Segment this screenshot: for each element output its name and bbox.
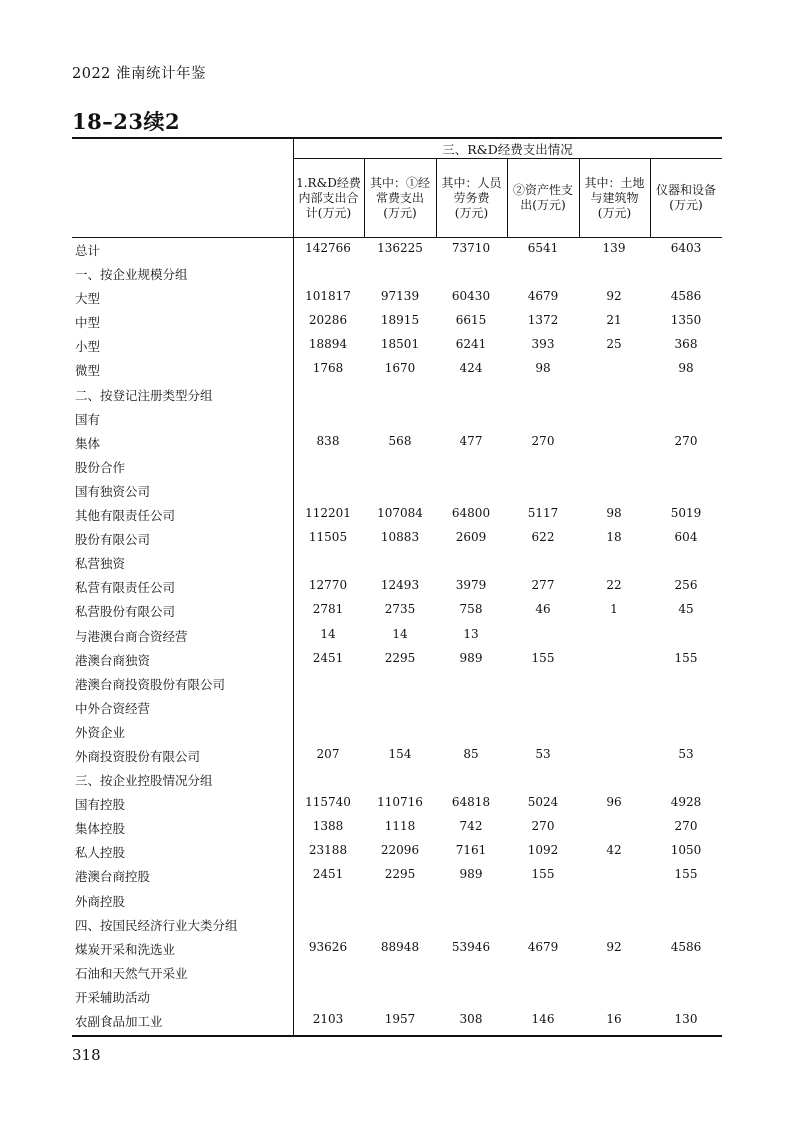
- cell-value: 2451: [312, 650, 344, 665]
- cell-value: 18501: [380, 337, 420, 352]
- group-header: 三、R&D经费支出情况: [442, 141, 573, 157]
- cell-value: 2735: [384, 602, 416, 617]
- table-row: [72, 840, 722, 864]
- cell-value: 758: [459, 602, 483, 617]
- cell-value: 12493: [380, 578, 420, 593]
- cell-value: 98: [535, 361, 551, 376]
- cell-value: 107084: [377, 506, 423, 521]
- cell-value: 838: [316, 433, 340, 448]
- table-body: [72, 238, 722, 1033]
- row-label: 农副食品加工业: [75, 1014, 163, 1029]
- cell-value: 1350: [670, 313, 702, 328]
- table-row: [72, 744, 722, 768]
- cell-value: 308: [459, 1012, 483, 1026]
- row-label: 二、按登记注册类型分组: [75, 387, 213, 403]
- cell-value: 53946: [451, 939, 491, 954]
- cell-value: 1118: [384, 819, 416, 834]
- cell-value: 5024: [527, 795, 559, 810]
- cell-value: 23188: [308, 843, 348, 858]
- cell-value: 989: [459, 650, 483, 665]
- row-label: 私营股份有限公司: [75, 604, 176, 620]
- table-row: [72, 455, 722, 479]
- cell-value: 368: [674, 337, 698, 352]
- cell-value: 130: [674, 1012, 698, 1026]
- cell-value: 46: [535, 602, 551, 617]
- cell-value: 277: [531, 578, 555, 593]
- cell-value: 18: [606, 530, 622, 545]
- column-header: 其中：①经 常费支出 (万元): [369, 175, 430, 220]
- row-label: 四、按国民经济行业大类分组: [75, 917, 238, 933]
- cell-value: 270: [531, 819, 555, 834]
- row-label: 微型: [75, 363, 101, 379]
- cell-value: 270: [674, 819, 698, 834]
- cell-value: 2781: [312, 602, 344, 617]
- cell-value: 1092: [527, 843, 559, 858]
- row-label: 小型: [75, 339, 101, 355]
- table-row: [72, 985, 722, 1009]
- table-row: [72, 672, 722, 696]
- column-header: 其中：人员 劳务费 (万元): [441, 175, 502, 220]
- row-label: 其他有限责任公司: [75, 508, 176, 524]
- cell-value: 12770: [308, 578, 348, 593]
- row-label: 大型: [75, 291, 101, 307]
- cell-value: 1050: [670, 843, 702, 858]
- cell-value: 25: [606, 337, 622, 352]
- row-label: 三、按企业控股情况分组: [75, 773, 213, 789]
- cell-value: 98: [678, 361, 694, 376]
- table-row: [72, 889, 722, 913]
- cell-value: 155: [674, 650, 698, 665]
- cell-value: 16: [606, 1012, 622, 1026]
- cell-value: 60430: [451, 289, 491, 304]
- cell-value: 18915: [380, 313, 420, 328]
- row-label: 开采辅助活动: [75, 989, 151, 1005]
- cell-value: 22096: [380, 843, 420, 858]
- cell-value: 2609: [455, 530, 487, 545]
- row-label: 港澳台商独资: [75, 652, 151, 668]
- table-row: [72, 575, 722, 599]
- row-label: 与港澳台商合资经营: [75, 628, 188, 644]
- table-row: [72, 720, 722, 744]
- row-label: 国有独资公司: [75, 483, 151, 499]
- cell-value: 4586: [670, 939, 702, 954]
- cell-value: 4679: [527, 289, 559, 304]
- cell-value: 4586: [670, 289, 702, 304]
- cell-value: 146: [531, 1012, 555, 1026]
- cell-value: 1372: [527, 313, 559, 328]
- cell-value: 142766: [305, 241, 351, 255]
- row-label: 一、按企业规模分组: [75, 267, 188, 283]
- row-label: 私营有限责任公司: [75, 580, 176, 596]
- row-label: 国有控股: [75, 797, 126, 813]
- table-row: [72, 310, 722, 334]
- cell-value: 112201: [305, 506, 351, 521]
- cell-value: 270: [674, 433, 698, 448]
- cell-value: 3979: [455, 578, 487, 593]
- cell-value: 11505: [308, 530, 348, 545]
- cell-value: 64800: [451, 506, 491, 521]
- row-label: 外商投资股份有限公司: [75, 748, 201, 764]
- column-header: 仪器和设备 (万元): [655, 183, 716, 212]
- table-row: [72, 937, 722, 961]
- cell-value: 136225: [377, 241, 423, 255]
- table-row: [72, 358, 722, 382]
- cell-value: 1957: [384, 1012, 416, 1026]
- cell-value: 1670: [384, 361, 416, 376]
- cell-value: 155: [674, 867, 698, 882]
- table-row: [72, 696, 722, 720]
- cell-value: 155: [531, 867, 555, 882]
- table-row: [72, 238, 722, 262]
- table-row: [72, 503, 722, 527]
- page-number: 318: [72, 1046, 101, 1064]
- row-label: 煤炭开采和洗选业: [75, 941, 176, 957]
- cell-value: 256: [674, 578, 698, 593]
- cell-value: 13: [463, 626, 479, 641]
- cell-value: 101817: [305, 289, 351, 304]
- row-label: 股份有限公司: [75, 532, 151, 548]
- cell-value: 85: [463, 746, 479, 761]
- table-row: [72, 864, 722, 888]
- table-row: [72, 527, 722, 551]
- table-row: [72, 648, 722, 672]
- row-label: 总计: [75, 243, 101, 258]
- table-row: [72, 407, 722, 431]
- table-row: [72, 624, 722, 648]
- row-label: 中型: [75, 315, 101, 331]
- cell-value: 10883: [380, 530, 420, 545]
- cell-value: 6241: [455, 337, 487, 352]
- cell-value: 2295: [384, 650, 416, 665]
- cell-value: 4928: [670, 795, 702, 810]
- cell-value: 92: [606, 939, 622, 954]
- cell-value: 98: [606, 506, 622, 521]
- table-row: [72, 334, 722, 358]
- row-label: 石油和天然气开采业: [75, 965, 188, 981]
- table-row: [72, 599, 722, 623]
- cell-value: 1388: [312, 819, 344, 834]
- cell-value: 88948: [380, 939, 420, 954]
- cell-value: 2295: [384, 867, 416, 882]
- row-label: 外商控股: [75, 893, 126, 909]
- table-row: [72, 961, 722, 985]
- cell-value: 73710: [451, 241, 491, 255]
- table-row: [72, 551, 722, 575]
- cell-value: 139: [602, 241, 626, 255]
- cell-value: 6541: [527, 241, 559, 255]
- cell-value: 21: [606, 313, 622, 328]
- table-row: [72, 262, 722, 286]
- cell-value: 22: [606, 578, 622, 593]
- table-row: [72, 816, 722, 840]
- cell-value: 93626: [308, 939, 348, 954]
- cell-value: 97139: [380, 289, 420, 304]
- table-row: [72, 792, 722, 816]
- cell-value: 18894: [308, 337, 348, 352]
- cell-value: 115740: [305, 795, 351, 810]
- cell-value: 989: [459, 867, 483, 882]
- cell-value: 45: [678, 602, 694, 617]
- row-label: 股份合作: [75, 459, 126, 475]
- cell-value: 155: [531, 650, 555, 665]
- cell-value: 2103: [312, 1012, 344, 1026]
- cell-value: 6615: [455, 313, 487, 328]
- cell-value: 20286: [308, 313, 348, 328]
- cell-value: 14: [392, 626, 408, 641]
- row-label: 外资企业: [75, 724, 126, 740]
- cell-value: 1768: [312, 361, 344, 376]
- cell-value: 2451: [312, 867, 344, 882]
- cell-value: 5117: [527, 506, 559, 521]
- cell-value: 207: [316, 746, 340, 761]
- cell-value: 4679: [527, 939, 559, 954]
- cell-value: 5019: [670, 506, 702, 521]
- cell-value: 14: [320, 626, 336, 641]
- table-row: [72, 768, 722, 792]
- cell-value: 96: [606, 795, 622, 810]
- row-label: 国有: [75, 411, 101, 427]
- cell-value: 6403: [670, 241, 702, 255]
- table-row: [72, 1009, 722, 1033]
- cell-value: 53: [678, 746, 694, 761]
- cell-value: 42: [606, 843, 622, 858]
- row-label: 私营独资: [75, 556, 126, 572]
- row-label: 集体控股: [75, 821, 126, 837]
- cell-value: 53: [535, 746, 551, 761]
- row-label: 私人控股: [75, 845, 126, 861]
- row-label: 港澳台商控股: [75, 869, 151, 885]
- cell-value: 7161: [455, 843, 487, 858]
- row-label: 中外合资经营: [75, 700, 151, 716]
- cell-value: 110716: [377, 795, 423, 810]
- column-header: 其中：土地 与建筑物 (万元): [584, 175, 645, 220]
- row-label: 集体: [75, 435, 101, 451]
- cell-value: 424: [459, 361, 483, 376]
- table-row: [72, 286, 722, 310]
- table-row: [72, 383, 722, 407]
- cell-value: 393: [531, 337, 555, 352]
- cell-value: 154: [388, 746, 412, 761]
- table-row: [72, 431, 722, 455]
- cell-value: 742: [459, 819, 483, 834]
- column-header: ②资产性支 出(万元): [512, 183, 573, 212]
- cell-value: 477: [459, 433, 483, 448]
- cell-value: 1: [610, 602, 618, 617]
- cell-value: 64818: [451, 795, 491, 810]
- cell-value: 622: [531, 530, 555, 545]
- cell-value: 92: [606, 289, 622, 304]
- cell-value: 270: [531, 433, 555, 448]
- table-id: 18–23续2: [72, 109, 181, 134]
- cell-value: 604: [674, 530, 698, 545]
- running-header: 2022 淮南统计年鉴: [72, 66, 207, 82]
- column-header: 1.R&D经费 内部支出合 计(万元): [296, 175, 361, 220]
- table-bottom-rule: [72, 1035, 722, 1037]
- row-label: 港澳台商投资股份有限公司: [75, 676, 226, 692]
- table-row: [72, 913, 722, 937]
- cell-value: 568: [388, 433, 412, 448]
- table-row: [72, 479, 722, 503]
